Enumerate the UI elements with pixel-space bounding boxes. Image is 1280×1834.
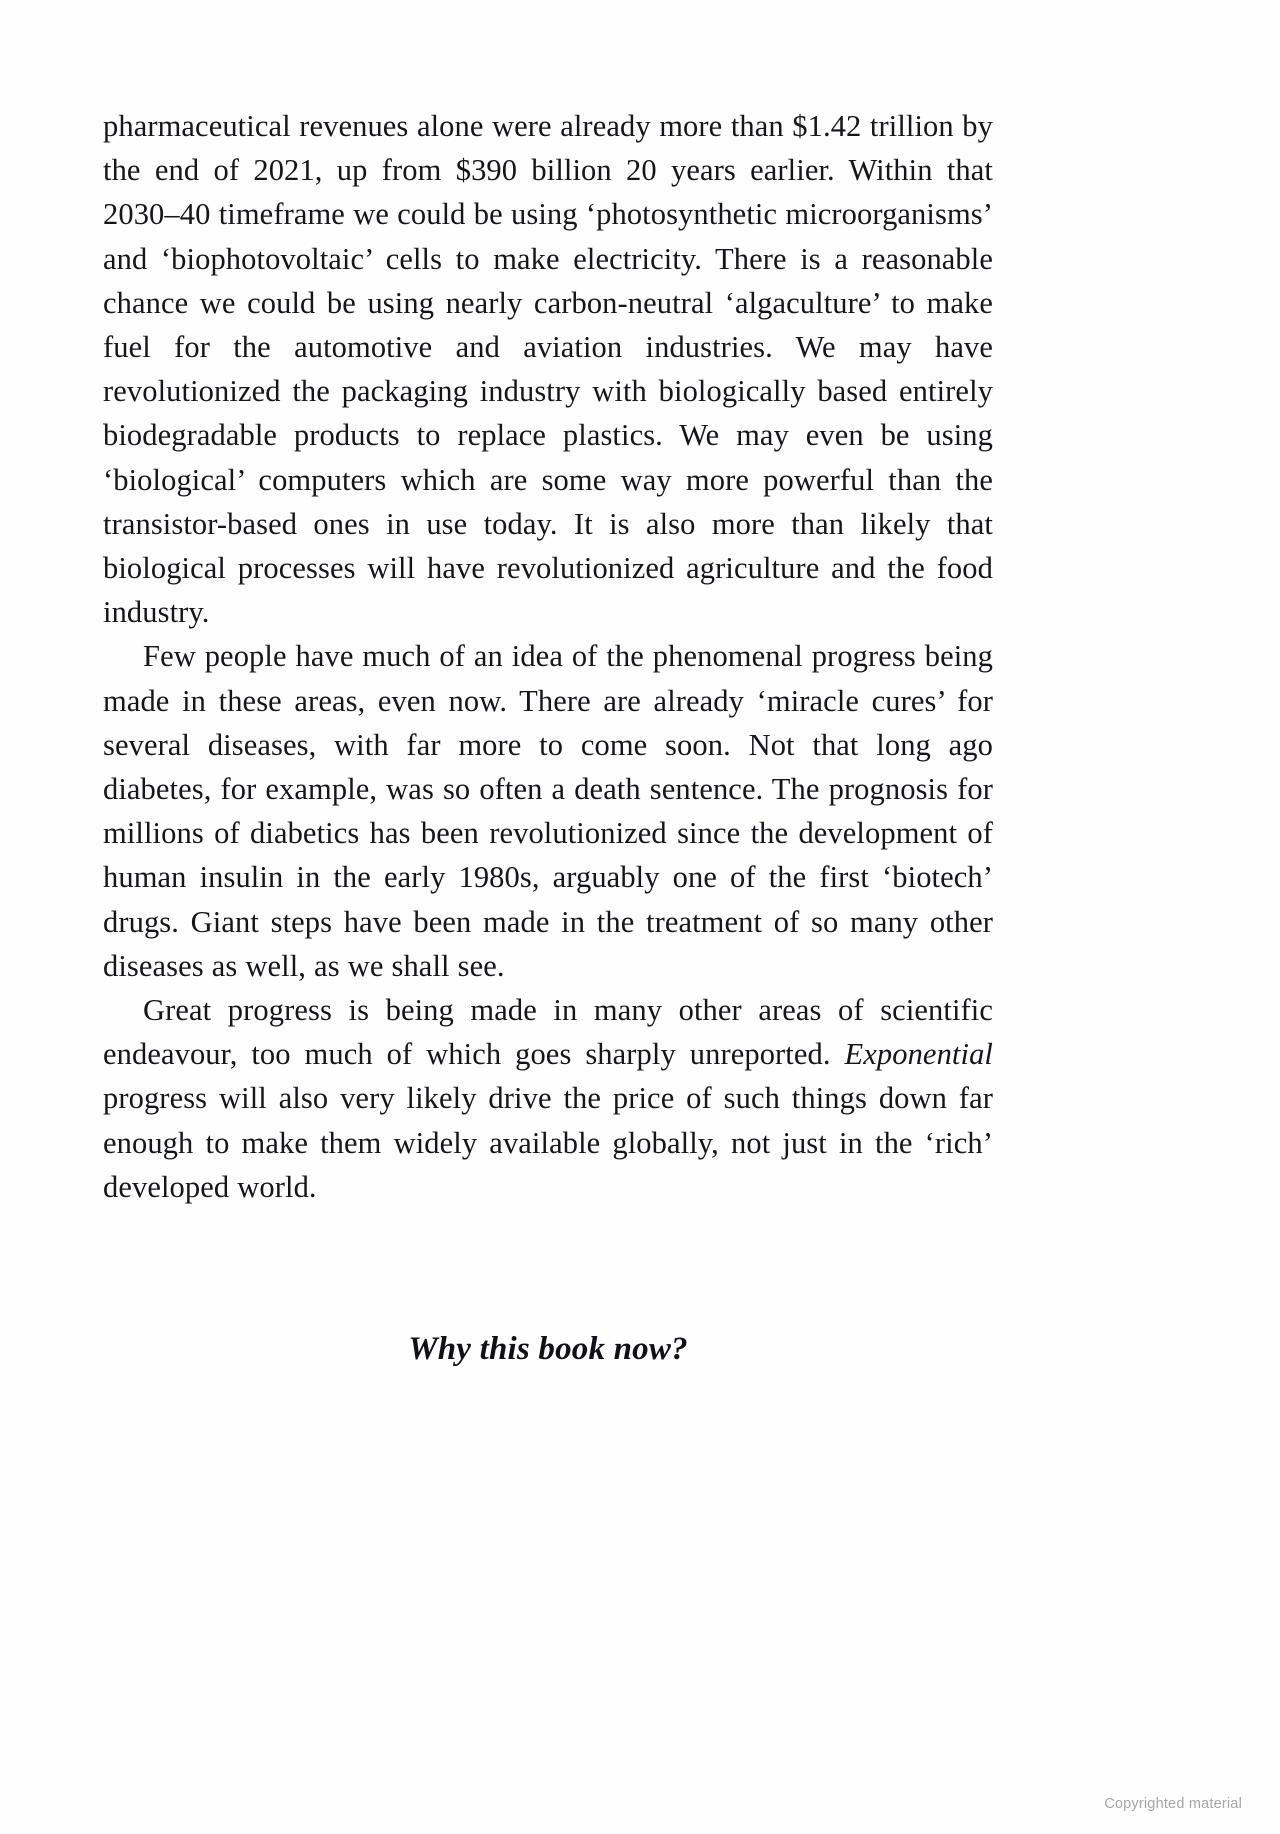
paragraph-3 bbox=[103, 988, 993, 1209]
paragraph-2: Few people have much of an idea of the phenomenal progress being made in these areas, even now. There are already ‘miracle cures’ for several diseases, with far more to come soon. Not that long ago diabetes, for example, was so often a death sentence. The prognosis for millions of diabetics has been revolutionized since the development of human insulin in the early 1980s, arguably one of the first ‘biotech’ drugs. Giant steps have been made in the treatment of so many other diseases as well, as we shall see. bbox=[103, 639, 993, 983]
copyright-notice: Copyrighted material bbox=[1104, 1796, 1242, 1812]
paragraph-3-italic-emphasis: Exponential bbox=[844, 1037, 993, 1072]
paragraph-1: pharmaceutical revenues alone were already more than $1.42 trillion by the end of 2021, up from $390 billion 20 years earlier. Within that 2030–40 timeframe we could be using ‘photosynthetic microorganisms’ and ‘biophotovoltaic’ cells to make electricity. There is a reasonable chance we could be using nearly carbon-neutral ‘algaculture’ to make fuel for the automotive and aviation industries. We may have revolutionized the packaging industry with biologically based entirely biodegradable products to replace plastics. We may even be using ‘biological’ computers which are some way more powerful than the transistor-based ones in use today. It is also more than likely that biological processes will have revolutionized agriculture and the food industry. bbox=[103, 109, 993, 630]
text-column bbox=[103, 104, 993, 1209]
section-heading: Why this book now? bbox=[408, 1331, 688, 1367]
paragraph-3-text-after-italic: progress will also very likely drive the price of such things down far enough to make them widely available globally, not just in the ‘rich’ developed world. bbox=[103, 1081, 993, 1204]
paragraph-3-text-before-italic: Great progress is being made in many other areas of scientific endeavour, too much of which goes sharply unreported. bbox=[103, 993, 993, 1072]
